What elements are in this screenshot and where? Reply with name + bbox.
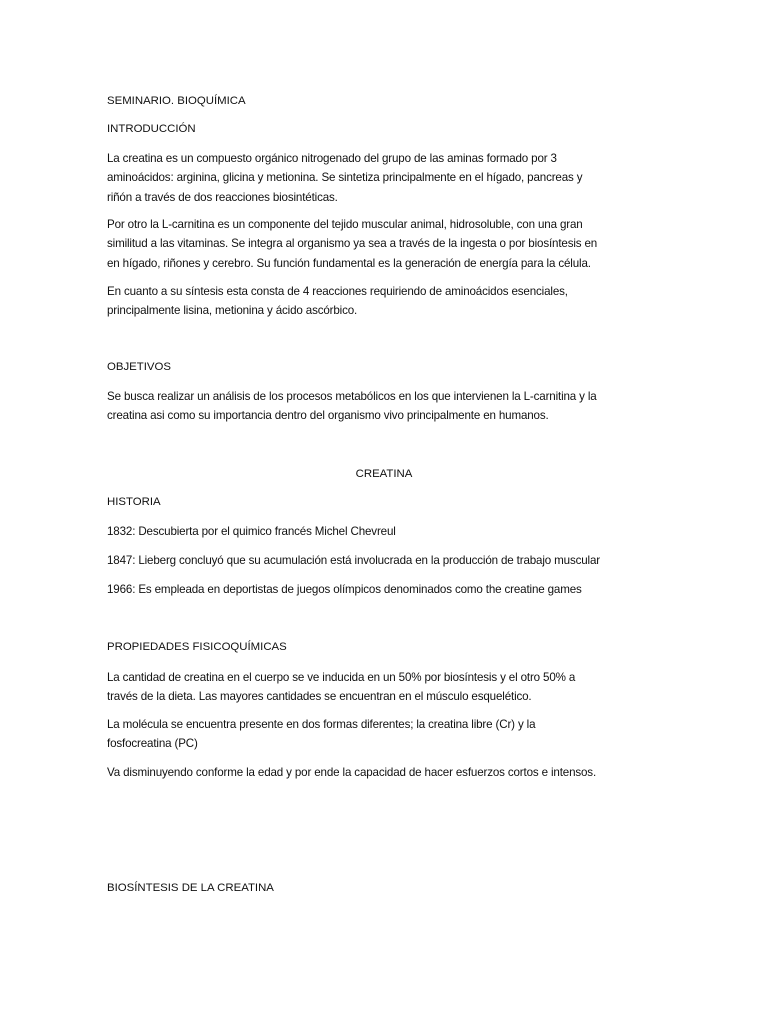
text-line: creatina asi como su importancia dentro del organismo vivo principalmente en humanos. bbox=[107, 409, 549, 423]
history-item: 1966: Es empleada en deportistas de juegos olímpicos denominados como the creatine games bbox=[107, 583, 582, 596]
objectives-heading: OBJETIVOS bbox=[107, 361, 171, 373]
text-line: través de la dieta. Las mayores cantidades se encuentran en el músculo esquelético. bbox=[107, 690, 532, 704]
history-item: 1847: Lieberg concluyó que su acumulación está involucrada en la producción de trabajo muscular bbox=[107, 554, 600, 567]
properties-paragraph-2 bbox=[107, 715, 667, 754]
intro-paragraph-1 bbox=[107, 149, 667, 207]
text-line: En cuanto a su síntesis esta consta de 4 reacciones requiriendo de aminoácidos esenciales, bbox=[107, 285, 568, 298]
document-title: SEMINARIO. BIOQUÍMICA bbox=[107, 95, 246, 107]
text-line: similitud a las vitaminas. Se integra al organismo ya sea a través de la ingesta o por biosíntesis en bbox=[107, 237, 598, 251]
text-line: La cantidad de creatina en el cuerpo se ve inducida en un 50% por biosíntesis y el otro 50% a bbox=[107, 671, 576, 684]
text-line: fosfocreatina (PC) bbox=[107, 737, 198, 751]
history-item: 1832: Descubierta por el quimico francés Michel Chevreul bbox=[107, 525, 396, 538]
properties-paragraph-1 bbox=[107, 668, 667, 707]
intro-heading: INTRODUCCIÓN bbox=[107, 123, 196, 135]
intro-paragraph-3 bbox=[107, 282, 667, 321]
text-line: La creatina es un compuesto orgánico nitrogenado del grupo de las aminas formado por 3 bbox=[107, 152, 557, 165]
text-line: La molécula se encuentra presente en dos formas diferentes; la creatina libre (Cr) y la bbox=[107, 718, 536, 731]
text-line: Por otro la L-carnitina es un componente del tejido muscular animal, hidrosoluble, con una gran bbox=[107, 218, 583, 231]
text-line: en hígado, riñones y cerebro. Su función fundamental es la generación de energía para la célula. bbox=[107, 256, 591, 270]
text-line: Va disminuyendo conforme la edad y por ende la capacidad de hacer esfuerzos cortos e intensos. bbox=[107, 766, 597, 779]
properties-heading: PROPIEDADES FISICOQUÍMICAS bbox=[107, 641, 287, 653]
objectives-paragraph bbox=[107, 387, 667, 426]
text-line: Se busca realizar un análisis de los procesos metabólicos en los que intervienen la L-carnitina y la bbox=[107, 390, 597, 403]
text-line: principalmente lisina, metionina y ácido ascórbico. bbox=[107, 304, 358, 318]
history-heading: HISTORIA bbox=[107, 496, 161, 508]
properties-paragraph-3 bbox=[107, 763, 667, 782]
text-line: aminoácidos: arginina, glicina y metionina. Se sintetiza principalmente en el hígado, pancreas y bbox=[107, 171, 583, 185]
creatina-section-title: CREATINA bbox=[355, 468, 413, 480]
text-line: riñón a través de dos reacciones biosintéticas. bbox=[107, 190, 338, 204]
biosynthesis-heading: BIOSÍNTESIS DE LA CREATINA bbox=[107, 882, 274, 894]
intro-paragraph-2 bbox=[107, 215, 667, 273]
